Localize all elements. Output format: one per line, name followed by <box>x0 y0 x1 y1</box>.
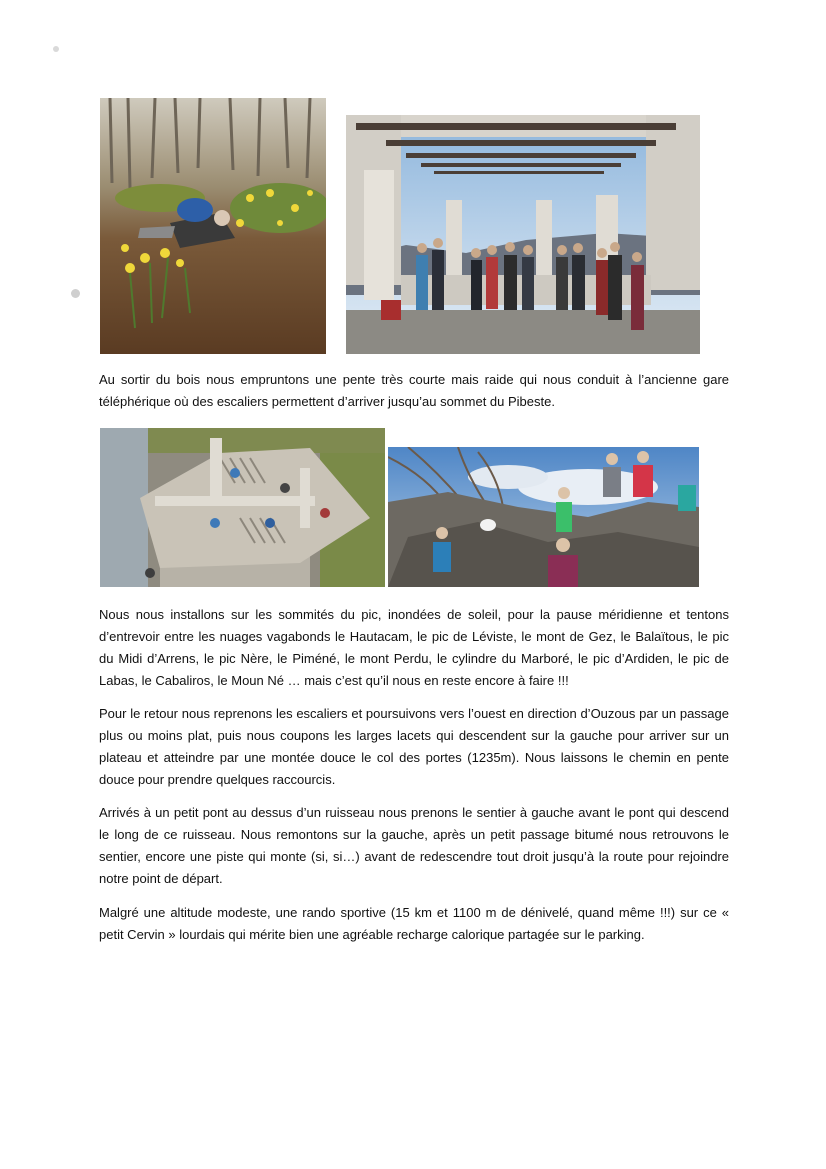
paragraph-summit-panorama: Nous nous installons sur les sommités du pic, inondées de soleil, pour la pause méridienne et tentons d’entrevoir entre les nuages vagabonds le Hautacam, le pic de Léviste, le mont de Gez, le Balaïtous, le pic du Midi d’Arrens, le pic Nère, le Piméné, le mont Perdu, le cylindre du Marboré, le pic d’Ardiden, le pic de Labas, le Cabaliros, le Moun Né … mais c’est qu’il nous en reste encore à faire !!! <box>99 607 729 688</box>
paragraph-stream-descent: Arrivés à un petit pont au dessus d’un ruisseau nous prenons le sentier à gauche avant le pont qui descend le long de ce ruisseau. Nous remontons sur la gauche, après un petit passage bitumé nous retrouvons le sentier, encore une piste qui monte (si, si…) avant de redescendre tout droit jusqu’à la route pour rejoindre notre point de départ. <box>99 805 729 886</box>
paragraph-return-route: Pour le retour nous reprenons les escaliers et poursuivons vers l’ouest en direction d’Ouzous par un passage plus ou moins plat, puis nous coupons les larges lacets qui descendent sur la gauche pour arriver sur un plateau et atteindre par une montée douce le col des portes (1235m). Nous laissons le chemin en pente douce pour prendre quelques raccourcis. <box>99 706 729 787</box>
paragraph-descent-to-station: Au sortir du bois nous empruntons une pente très courte mais raide qui nous conduit à l’ancienne gare téléphérique où des escaliers permettent d’arriver jusqu’au sommet du Pibeste. <box>99 372 729 409</box>
summit-hikers-photo <box>388 447 699 587</box>
stairs-aerial-photo <box>100 428 385 587</box>
paragraph-conclusion: Malgré une altitude modeste, une rando sportive (15 km et 1100 m de dénivelé, quand même !!!) sur ce « petit Cervin » lourdais qui mérite bien une agréable recharge calorique partagée sur le parking. <box>99 905 729 942</box>
daffodils-photo <box>100 98 326 354</box>
stray-dot-left <box>71 289 80 298</box>
pergola-group-photo <box>346 115 700 354</box>
stray-dot-top <box>53 46 59 52</box>
